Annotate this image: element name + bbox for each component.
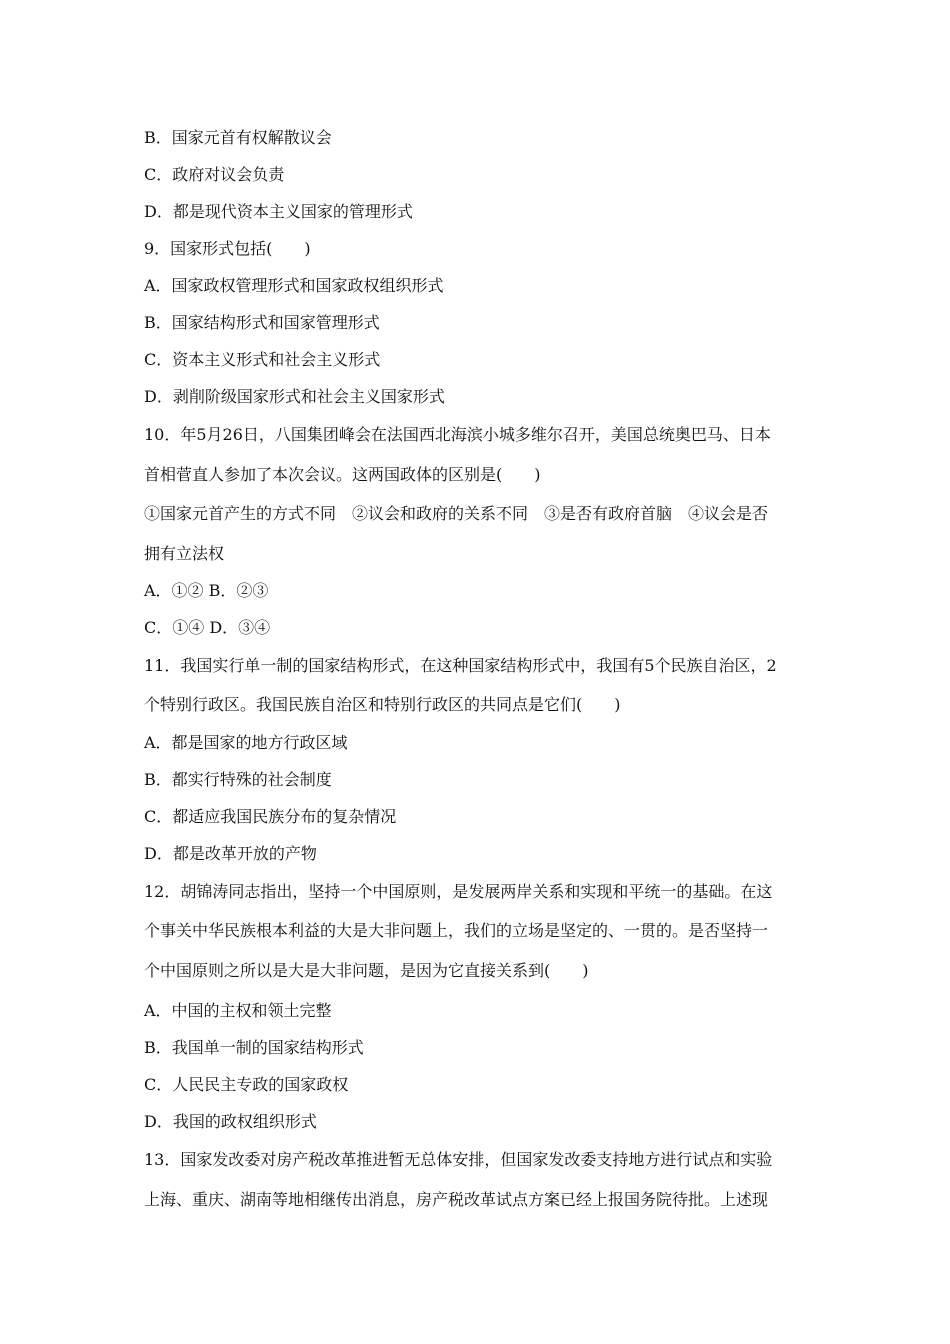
option-9b: B．国家结构形式和国家管理形式 bbox=[144, 313, 380, 332]
question-12-line-1: 12．胡锦涛同志指出，坚持一个中国原则，是发展两岸关系和实现和平统一的基础。在这 bbox=[144, 882, 773, 901]
option-10ab: A．①② B．②③ bbox=[144, 581, 269, 600]
option-9d: D．剥削阶级国家形式和社会主义国家形式 bbox=[144, 387, 445, 406]
option-8d: D．都是现代资本主义国家的管理形式 bbox=[144, 202, 413, 221]
option-12d: D．我国的政权组织形式 bbox=[144, 1112, 317, 1131]
option-9c: C．资本主义形式和社会主义形式 bbox=[144, 350, 381, 369]
question-10-line-2: 首相菅直人参加了本次会议。这两国政体的区别是( ) bbox=[144, 465, 541, 484]
question-10-items-line-1: ①国家元首产生的方式不同 ②议会和政府的关系不同 ③是否有政府首脑 ④议会是否 bbox=[144, 504, 769, 523]
option-11d: D．都是改革开放的产物 bbox=[144, 844, 317, 863]
question-10-items-line-2: 拥有立法权 bbox=[144, 544, 225, 563]
option-8c: C．政府对议会负责 bbox=[144, 165, 285, 184]
option-10cd: C．①④ D．③④ bbox=[144, 618, 271, 637]
option-11b: B．都实行特殊的社会制度 bbox=[144, 770, 332, 789]
question-13-line-1: 13．国家发改委对房产税改革推进暂无总体安排，但国家发改委支持地方进行试点和实验 bbox=[144, 1150, 773, 1169]
question-11-line-1: 11．我国实行单一制的国家结构形式，在这种国家结构形式中，我国有5个民族自治区，2 bbox=[144, 656, 777, 675]
option-11c: C．都适应我国民族分布的复杂情况 bbox=[144, 807, 397, 826]
option-12c: C．人民民主专政的国家政权 bbox=[144, 1075, 349, 1094]
question-13-line-2: 上海、重庆、湖南等地相继传出消息，房产税改革试点方案已经上报国务院待批。上述现 bbox=[144, 1190, 769, 1209]
question-12-line-3: 个中国原则之所以是大是大非问题，是因为它直接关系到( ) bbox=[144, 961, 589, 980]
option-12a: A．中国的主权和领土完整 bbox=[144, 1001, 332, 1020]
question-11-line-2: 个特别行政区。我国民族自治区和特别行政区的共同点是它们( ) bbox=[144, 695, 621, 714]
option-8b: B．国家元首有权解散议会 bbox=[144, 128, 332, 147]
option-11a: A．都是国家的地方行政区域 bbox=[144, 733, 348, 752]
question-9: 9．国家形式包括( ) bbox=[144, 239, 311, 258]
option-9a: A．国家政权管理形式和国家政权组织形式 bbox=[144, 276, 444, 295]
question-10-line-1: 10．年5月26日，八国集团峰会在法国西北海滨小城多维尔召开，美国总统奥巴马、日本 bbox=[144, 425, 771, 444]
question-12-line-2: 个事关中华民族根本利益的大是大非问题上，我们的立场是坚定的、一贯的。是否坚持一 bbox=[144, 921, 769, 940]
option-12b: B．我国单一制的国家结构形式 bbox=[144, 1038, 364, 1057]
